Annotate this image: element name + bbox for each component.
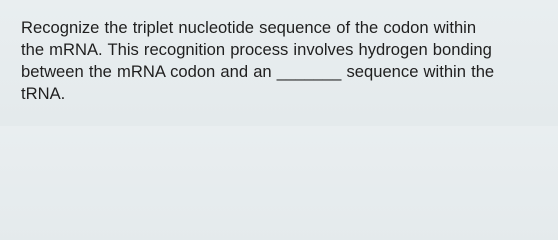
question-line-2: the mRNA. This recognition process involves hydrogen bonding	[21, 40, 492, 59]
question-line-3: between the mRNA codon and an _______ sequence within the	[21, 62, 495, 81]
question-line-4: tRNA.	[21, 84, 66, 103]
question-text	[21, 17, 542, 105]
question-line-1: Recognize the triplet nucleotide sequence of the codon within	[21, 18, 477, 37]
